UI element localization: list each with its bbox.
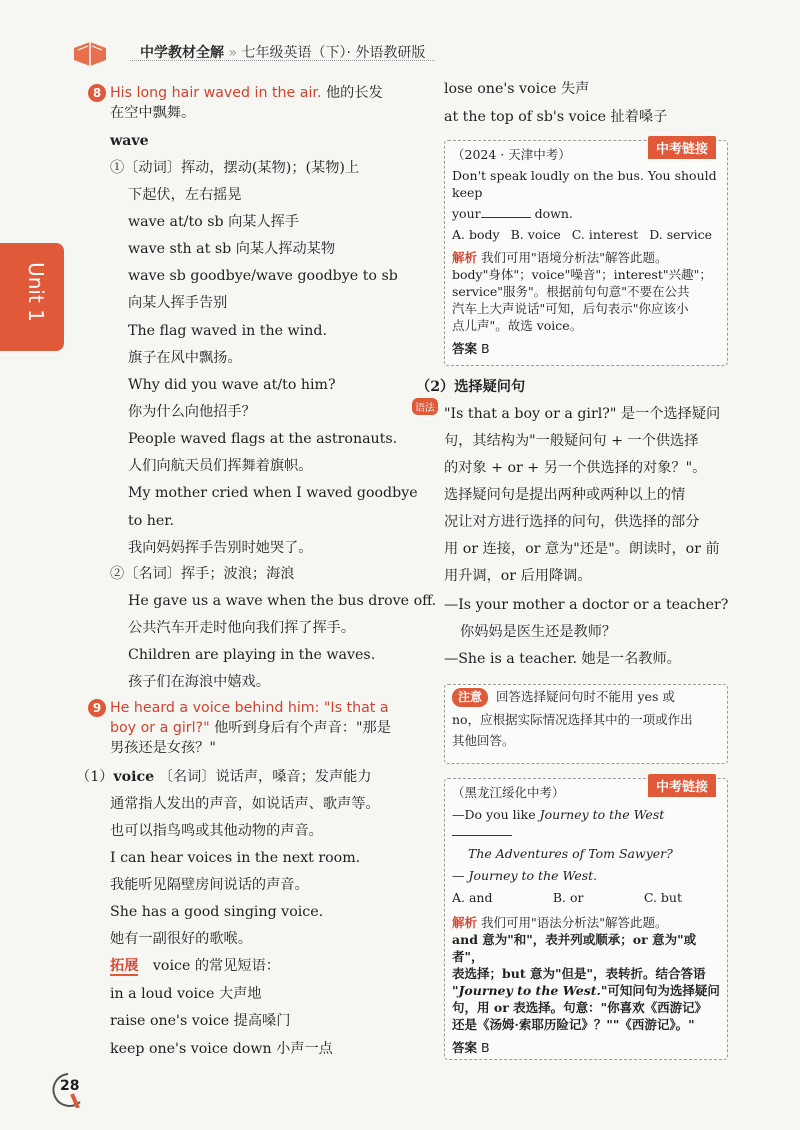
example-sentence: He gave us a wave when the bus drove off. [128, 593, 437, 609]
grammar-text: 的对象 + or + 另一个供选择的对象？"。 [444, 460, 707, 476]
analysis: 解析 我们可用"语境分析法"解答此题。 [452, 250, 668, 265]
example-sentence: I can hear voices in the next room. [110, 850, 361, 866]
example-sentence: The flag waved in the wind. [128, 323, 327, 339]
grammar-stamp: 语法 [412, 398, 438, 415]
phrase-translation: 向某人挥手告别 [128, 295, 228, 311]
exam-link-content-2 [452, 784, 722, 1056]
example-translation: 人们向航天员们挥舞着旗帜。 [128, 458, 313, 474]
definition-1-cont: 下起伏，左右摇晃 [128, 187, 242, 203]
phrase: in a loud voice 大声地 [110, 986, 262, 1002]
grammar-text: 况让对方进行选择的问句，供选择的部分 [444, 514, 700, 530]
note-line: 其他回答。 [452, 733, 515, 748]
analysis-line: 句，用 or 表选择。句意："你喜欢《西游记》 [452, 1000, 708, 1015]
item8-heading: 8 His long hair waved in the air. 他的长发 [88, 84, 383, 102]
item9-heading: 9 He heard a voice behind him: "Is that a [88, 699, 389, 717]
answer: 答案 B [452, 341, 490, 356]
analysis-line: body"身体"；voice"噪音"；interest"兴趣"； [452, 267, 712, 282]
grammar-text: "Is that a boy or a girl?" 是一个选择疑问 [444, 406, 721, 422]
analysis-line: 还是《汤姆·索耶历险记》？""《西游记》。" [452, 1017, 695, 1032]
header-title: 中学教材全解 » 七年级英语（下）· 外语教研版 [140, 45, 426, 61]
answer: 答案 B [452, 1040, 490, 1055]
extension-line: 拓展 voice 的常见短语： [110, 958, 280, 974]
example-translation: 孩子们在海浪中嬉戏。 [128, 674, 270, 690]
phrase: raise one's voice 提高嗓门 [110, 1013, 291, 1029]
voice-note: 通常指人发出的声音，如说话声、歌声等。 [110, 796, 380, 812]
example-translation: 我能听见隔壁房间说话的声音。 [110, 877, 309, 893]
grammar-text: 句，其结构为"一般疑问句 + 一个供选择 [444, 433, 699, 449]
definition-1: ①〔动词〕挥动，摆动(某物)；(某物)上 [110, 160, 360, 176]
grammar-text: 用 or 连接，or 意为"还是"。朗读时，or 前 [444, 541, 720, 557]
exam-link-tag: 中考链接 [648, 774, 716, 797]
voice-note: 也可以指鸟鸣或其他动物的声音。 [110, 823, 323, 839]
example-translation: 旗子在风中飘扬。 [128, 350, 242, 366]
analysis-line: "Journey to the West."可知问句为选择疑问 [452, 983, 720, 998]
question-text: The Adventures of Tom Sawyer? [468, 846, 673, 861]
phrase: wave sb goodbye/wave goodbye to sb [128, 268, 398, 284]
header-divider [130, 60, 435, 62]
example-translation: 公共汽车开走时他向我们挥了挥手。 [128, 620, 356, 636]
item9-translation: 男孩还是女孩？" [110, 740, 216, 756]
question-text: — Journey to the West. [452, 868, 598, 883]
example-sentence: My mother cried when I waved goodbye [128, 485, 418, 501]
example-translation: 我向妈妈挥手告别时她哭了。 [128, 540, 313, 556]
definition-2: ②〔名词〕挥手；波浪；海浪 [110, 566, 295, 582]
phrase: wave at/to sb 向某人挥手 [128, 214, 300, 230]
page-number: 28 [60, 1078, 80, 1094]
dialogue-translation: 你妈妈是医生还是教师？ [460, 624, 617, 640]
question-text: —Do you like Journey to the West [452, 806, 722, 840]
phrase: at the top of sb's voice 扯着嗓子 [444, 109, 668, 125]
example-translation: 你为什么向他招手？ [128, 404, 256, 420]
note-content [452, 688, 722, 749]
example-sentence: She has a good singing voice. [110, 904, 324, 920]
note-line: no，应根据实际情况选择其中的一项或作出 [452, 712, 693, 727]
section-title: （2）选择疑问句 [416, 379, 526, 395]
item8-translation: 在空中飘舞。 [110, 105, 196, 121]
note-line: 注意 回答选择疑问句时不能用 yes 或 [452, 688, 722, 707]
example-sentence: Children are playing in the waves. [128, 647, 376, 663]
voice-definition: （1）voice 〔名词〕说话声，嗓音；发声能力 [76, 769, 372, 785]
exam-link-tag: 中考链接 [648, 136, 716, 159]
example-translation: 她有一副很好的歌喉。 [110, 931, 252, 947]
word-wave: wave [110, 133, 149, 149]
analysis-line: and 意为"和"，表并列或顺承；or 意为"或者"， [452, 932, 697, 964]
exam-source: （2024 · 天津中考） [452, 147, 571, 162]
book-logo-icon [70, 40, 110, 68]
example-sentence: Why did you wave at/to him? [128, 377, 336, 393]
example-sentence-cont: to her. [128, 513, 175, 529]
grammar-text: 用升调，or 后用降调。 [444, 568, 592, 584]
question-text: your down. [452, 206, 573, 221]
analysis-line: service"服务"。根据前句句意"不要在公共 [452, 284, 690, 299]
analysis-line: 汽车上大声说话"可知，后句表示"你应该小 [452, 301, 689, 316]
analysis-line: 表选择；but 意为"但是"，表转折。结合答语 [452, 966, 706, 981]
exam-source: （黑龙江绥化中考） [452, 785, 565, 800]
dialogue-line: —Is your mother a doctor or a teacher? [444, 597, 729, 613]
unit-label: Unit 1 [24, 262, 48, 322]
analysis: 解析 我们可用"语法分析法"解答此题。 [452, 915, 668, 930]
answer-options: A. and B. or C. but [452, 890, 682, 905]
dialogue-line: —She is a teacher. 她是一名教师。 [444, 651, 681, 667]
question-text: Don't speak loudly on the bus. You should keep [452, 168, 717, 200]
item9-heading-cont: boy or a girl?" 他听到身后有个声音："那是 [110, 720, 391, 736]
grammar-text: 选择疑问句是提出两种或两种以上的情 [444, 487, 686, 503]
phrase: lose one's voice 失声 [444, 81, 590, 97]
example-sentence: People waved flags at the astronauts. [128, 431, 398, 447]
exam-link-content-1 [452, 146, 722, 357]
phrase: keep one's voice down 小声一点 [110, 1041, 333, 1057]
analysis-line: 点儿声"。故选 voice。 [452, 318, 583, 333]
phrase: wave sth at sb 向某人挥动某物 [128, 241, 336, 257]
answer-options: A. body B. voice C. interest D. service [452, 227, 712, 242]
